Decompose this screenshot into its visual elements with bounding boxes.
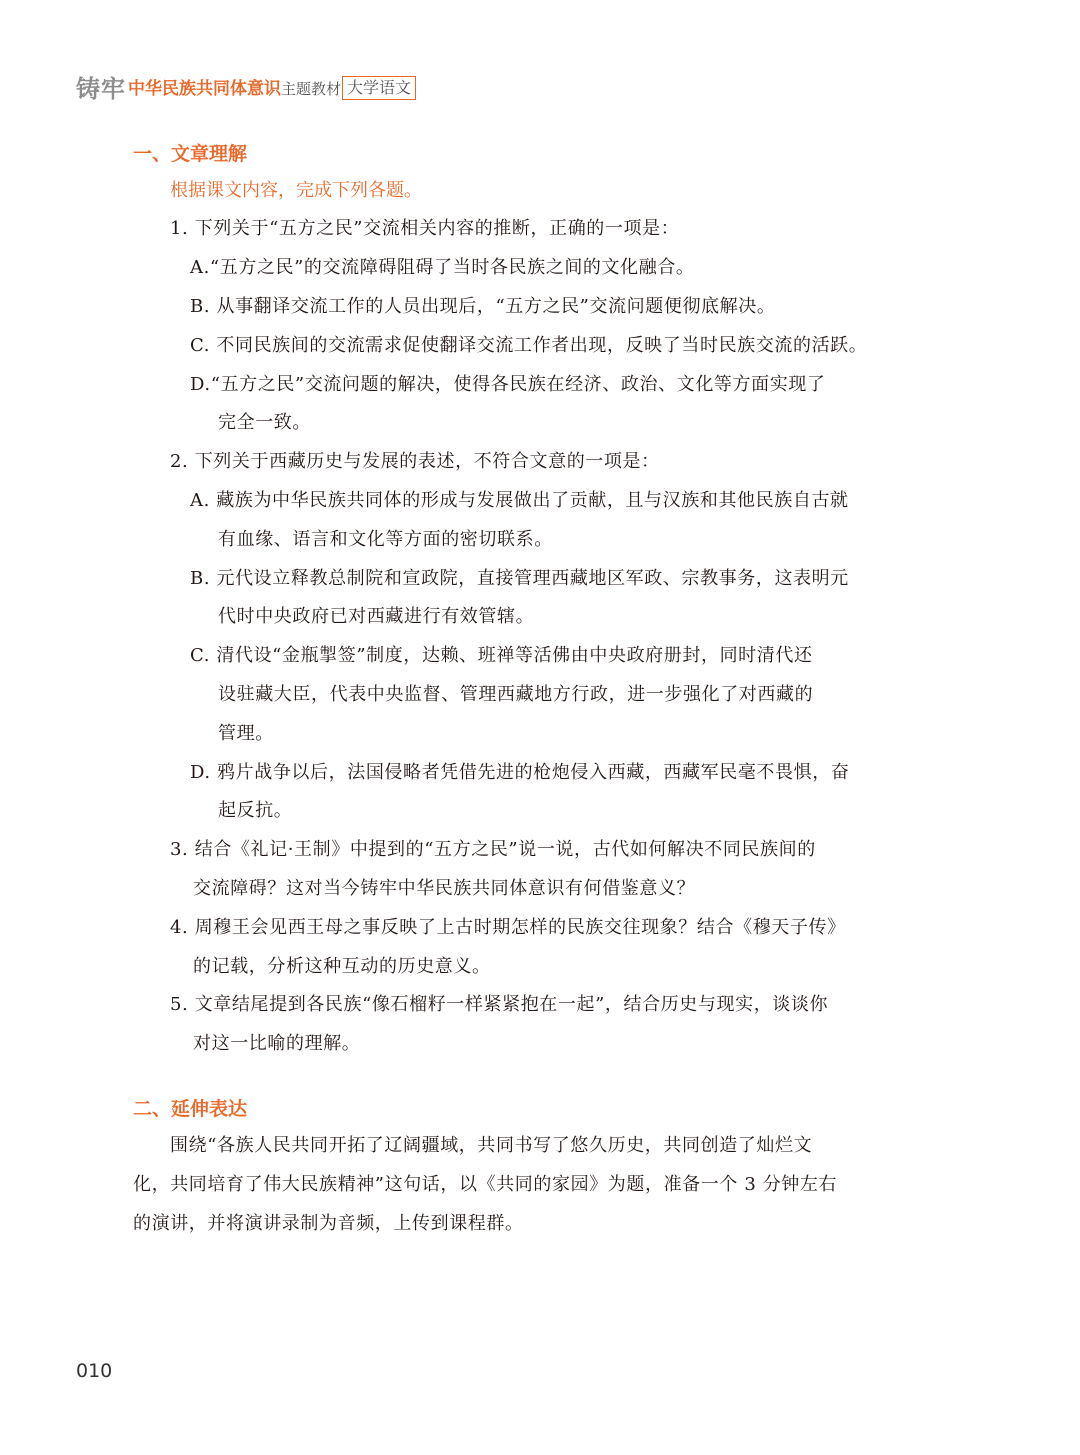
question-1-option-d: D.“五方之民”交流问题的解决，使得各民族在经济、政治、文化等方面实现了: [190, 374, 826, 395]
header-title: 中华民族共同体意识: [128, 79, 281, 99]
header-subtitle: 主题教材: [281, 80, 342, 98]
extension-paragraph-line-2: 化，共同培育了伟大民族精神”这句话，以《共同的家园》为题，准备一个 3 分钟左右: [133, 1174, 838, 1195]
question-2-option-c: C. 清代设“金瓶掣签”制度，达赖、班禅等活佛由中央政府册封，同时清代还: [190, 645, 813, 666]
question-3-cont: 交流障碍？这对当今铸牢中华民族共同体意识有何借鉴意义？: [193, 878, 696, 899]
section-heading-comprehension: 一、文章理解: [133, 143, 248, 165]
question-4: 4. 周穆王会见西王母之事反映了上古时期怎样的民族交往现象？结合《穆天子传》: [170, 917, 846, 938]
instruction-text: 根据课文内容，完成下列各题。: [170, 180, 422, 201]
question-2-option-d-cont: 起反抗。: [218, 800, 293, 821]
question-2-option-a-cont: 有血缘、语言和文化等方面的密切联系。: [218, 529, 553, 550]
question-2-option-b-cont: 代时中央政府已对西藏进行有效管辖。: [218, 606, 535, 627]
question-4-cont: 的记载，分析这种互动的历史意义。: [193, 956, 491, 977]
question-2: 2. 下列关于西藏历史与发展的表述，不符合文意的一项是：: [170, 451, 660, 472]
question-2-option-c-cont-2: 管理。: [218, 723, 274, 744]
extension-paragraph-line-1: 围绕“各族人民共同开拓了辽阔疆域，共同书写了悠久历史，共同创造了灿烂文: [170, 1135, 813, 1156]
question-1-option-a: A.“五方之民”的交流障碍阻碍了当时各民族之间的文化融合。: [190, 257, 695, 278]
section-heading-extension: 二、延伸表达: [133, 1098, 248, 1120]
question-2-option-d: D. 鸦片战争以后，法国侵略者凭借先进的枪炮侵入西藏，西藏军民毫不畏惧，奋: [190, 762, 850, 783]
question-5: 5. 文章结尾提到各民族“像石榴籽一样紧紧抱在一起”，结合历史与现实，谈谈你: [170, 994, 829, 1015]
question-1-option-c: C. 不同民族间的交流需求促使翻译交流工作者出现，反映了当时民族交流的活跃。: [190, 335, 868, 356]
question-1: 1. 下列关于“五方之民”交流相关内容的推断，正确的一项是：: [170, 218, 680, 239]
running-header: [76, 70, 416, 104]
header-brand: 铸牢: [76, 74, 126, 103]
page-number: 010: [76, 1360, 113, 1382]
question-2-option-b: B. 元代设立释教总制院和宣政院，直接管理西藏地区军政、宗教事务，这表明元: [190, 568, 849, 589]
question-5-cont: 对这一比喻的理解。: [193, 1033, 361, 1054]
question-3: 3. 结合《礼记·王制》中提到的“五方之民”说一说，古代如何解决不同民族间的: [170, 839, 816, 860]
extension-paragraph-line-3: 的演讲，并将演讲录制为音频，上传到课程群。: [133, 1213, 524, 1234]
question-2-option-a: A. 藏族为中华民族共同体的形成与发展做出了贡献，且与汉族和其他民族自古就: [190, 490, 849, 511]
question-1-option-d-cont: 完全一致。: [218, 412, 311, 433]
header-boxed-label: 大学语文: [342, 76, 416, 100]
question-1-option-b: B. 从事翻译交流工作的人员出现后，“五方之民”交流问题便彻底解决。: [190, 296, 776, 317]
question-2-option-c-cont: 设驻藏大臣，代表中央监督、管理西藏地方行政，进一步强化了对西藏的: [218, 684, 814, 705]
